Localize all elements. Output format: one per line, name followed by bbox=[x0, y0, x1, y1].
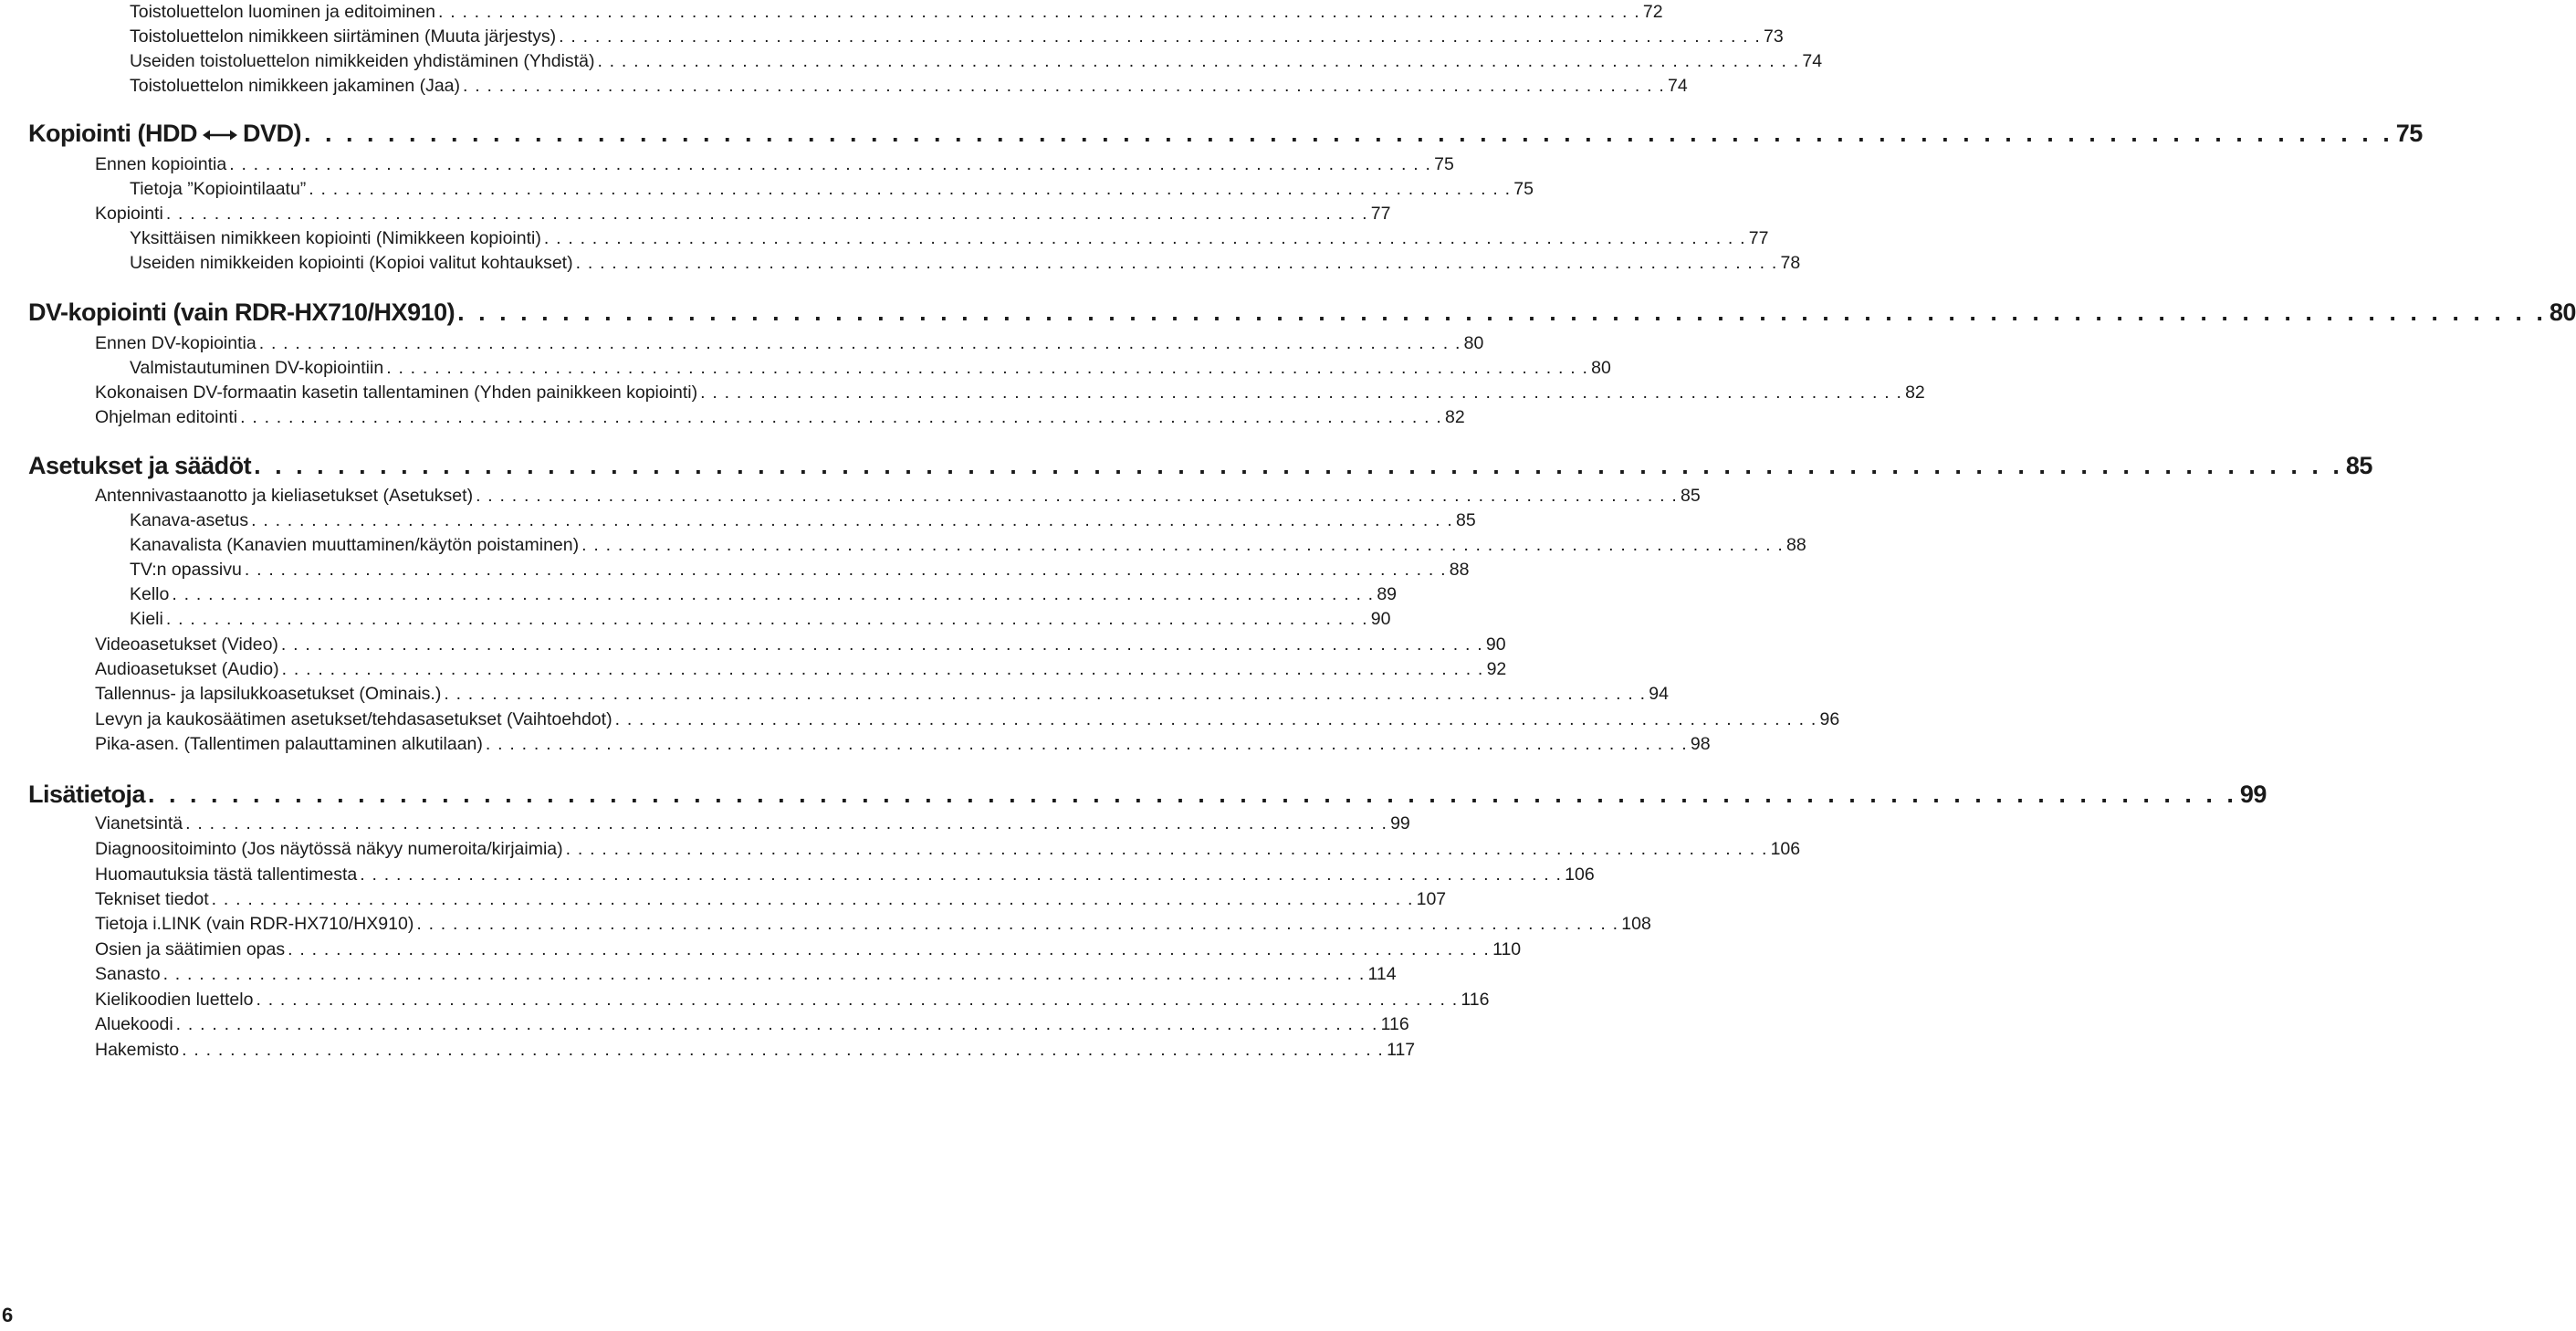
toc-entry-label: Pika-asen. (Tallentimen palauttaminen alkutilaan) bbox=[95, 734, 483, 754]
toc-entry[interactable] bbox=[130, 607, 1391, 631]
toc-entry-label: Kokonaisen DV-formaatin kasetin tallentaminen (Yhden painikkeen kopiointi) bbox=[95, 383, 698, 403]
toc-entry[interactable] bbox=[130, 251, 1801, 275]
toc-entry-label: Valmistautuminen DV-kopiointiin bbox=[130, 358, 384, 378]
toc-entry-page: 75 bbox=[1434, 154, 1454, 174]
toc-entry-page: 88 bbox=[1449, 560, 1470, 580]
dot-leader: . . . . . . . . . . . . . . . . . . . . . . . . . . . . . . . . . . . . . . . . . . . . . . . . . . . . . . . . . . . . . . . . . . . . . . . . . . . . . . . . . . . . . . . . . . . . . . . . . . . . bbox=[165, 204, 1368, 224]
toc-entry-label: Toistoluettelon nimikkeen jakaminen (Jaa) bbox=[130, 76, 461, 96]
dot-leader: . . . . . . . . . . . . . . . . . . . . . . . . . . . . . . . . . . . . . . . . . . . . . . . . . . . . . . . . . . . . . . . . . . . . . . . . . . . . . . . . . . . . . . . . . . . . . . . . . . . . bbox=[256, 990, 1459, 1010]
toc-entry-page: 92 bbox=[1486, 659, 1507, 679]
toc-entry[interactable] bbox=[95, 707, 1840, 731]
dot-leader: . . . . . . . . . . . . . . . . . . . . . . . . . . . . . . . . . . . . . . . . . . . . . . . . . . . . . . . . . . . . . . . . . . . . . . . . . . . . . . . . . . . . . . . . . . . . . . . . . . . . bbox=[258, 333, 1461, 353]
toc-entry-page: 96 bbox=[1819, 709, 1840, 729]
toc-entry-label: Yksittäisen nimikkeen kopiointi (Nimikkeen kopiointi) bbox=[130, 228, 541, 248]
toc-entry-page: 110 bbox=[1492, 939, 1522, 959]
toc-entry[interactable] bbox=[95, 484, 1701, 508]
toc-entry[interactable] bbox=[130, 177, 1534, 201]
toc-entry[interactable] bbox=[130, 0, 1663, 24]
toc-entry-label: Hakemisto bbox=[95, 1040, 180, 1060]
section-heading-copy[interactable] bbox=[28, 115, 2423, 152]
section-heading-info[interactable] bbox=[28, 776, 2267, 812]
dot-leader: . . . . . . . . . . . . . . . . . . . . . . . . . . . . . . . . . . . . . . . . . . . . . . . . . . . . . . . . . . . . . . . . . . . . . . . . . . . . . . . . . . . . . . . . . . . . . . . . . . . . bbox=[240, 407, 1443, 427]
toc-entry-page: 80 bbox=[1591, 358, 1611, 378]
toc-entry-page: 77 bbox=[1748, 228, 1769, 248]
toc-entry-label: Useiden toistoluettelon nimikkeiden yhdistäminen (Yhdistä) bbox=[130, 51, 595, 71]
dot-leader: . . . . . . . . . . . . . . . . . . . . . . . . . . . . . . . . . . . . . . . . . . . . . . . . . . . . . . . . . . . . . . . . . . . . . . . . . . . . . . . . . . . . . . . . . . . . . . . . . . . . bbox=[700, 383, 1903, 403]
section-heading-page: 99 bbox=[2239, 781, 2267, 808]
heading-text-left: Kopiointi (HDD bbox=[28, 120, 197, 147]
toc-entry-label: Huomautuksia tästä tallentimesta bbox=[95, 865, 358, 885]
toc-entry-label: Tietoja ”Kopiointilaatu” bbox=[130, 179, 307, 199]
toc-entry-label: Kopiointi bbox=[95, 204, 163, 224]
section-heading-page: 75 bbox=[2395, 120, 2423, 147]
dot-leader: . . . . . . . . . . . . . . . . . . . . . . . . . . . . . . . . . . . . . . . . . . . . . . . . . . . . . . . . . . . . . . . . . . . . . . . . . . . . . . . . . . . . . . . . . . . . . . . . . . . . bbox=[244, 560, 1447, 580]
toc-entry-label: Audioasetukset (Audio) bbox=[95, 659, 279, 679]
toc-entry[interactable] bbox=[95, 633, 1506, 656]
dot-leader: . . . . . . . . . . . . . . . . . . . . . . . . . . . . . . . . . . . . . . . . . . . . . . . . . . . . . . . . . . . . . . . . . . . . . . . . . . . . . . . . . . . . . . . . . . . . . . . . . . . . bbox=[281, 659, 1484, 679]
toc-entry-label: Tietoja i.LINK (vain RDR-HX710/HX910) bbox=[95, 914, 414, 934]
section-heading-label bbox=[28, 115, 301, 152]
toc-entry-page: 73 bbox=[1764, 26, 1784, 47]
section-heading-label: Asetukset ja säädöt bbox=[28, 452, 252, 479]
dot-leader: . . . . . . . . . . . . . . . . . . . . . . . . . . . . . . . . . . . . . . . . . . . . . . . . . . . . . . . . . . . . . . . . . . . . . . . . . . . . . . . . . . . . . . . . . . . . . . . . . . . . bbox=[185, 813, 1388, 833]
dot-leader: . . . . . . . . . . . . . . . . . . . . . . . . . . . . . . . . . . . . . . . . . . . . . . . . . . . . . . . . . . . . . . . . . . . . . . . . . . . . . . . . . . . . . . . . . . . . . . . . . . . . bbox=[175, 1014, 1378, 1034]
toc-entry[interactable] bbox=[130, 582, 1398, 606]
dot-leader: . . . . . . . . . . . . . . . . . . . . . . . . . . . . . . . . . . . . . . . . . . . . . . . . . . . . . . . . . . . . . . . . . . . . . . . . . . . . . . . . . . . . . . . . . . . . . . . . . . . . bbox=[416, 914, 1619, 934]
section-heading-label: DV-kopiointi (vain RDR-HX710/HX910) bbox=[28, 299, 456, 326]
toc-entry-label: Ennen kopiointia bbox=[95, 154, 227, 174]
toc-entry-page: 107 bbox=[1416, 889, 1447, 909]
toc-entry-label: TV:n opassivu bbox=[130, 560, 242, 580]
dot-leader: . . . . . . . . . . . . . . . . . . . . . . . . . . . . . . . . . . . . . . . . . . . . . . . . . . . . . . . . . . . . . . . . . . . . . . . . . . . . . . . . . . . . . . . . . . . . . . . . . . . . bbox=[437, 2, 1640, 22]
dot-leader: . . . . . . . . . . . . . . . . . . . . . . . . . . . . . . . . . . . . . . . . . . . . . . . . . . . . . . . . . . . . . . . . . . . . . . . . . . . . . . . . . . . . . . . . . . . . . . . . . . . . bbox=[148, 781, 2237, 808]
dot-leader: . . . . . . . . . . . . . . . . . . . . . . . . . . . . . . . . . . . . . . . . . . . . . . . . . . . . . . . . . . . . . . . . . . . . . . . . . . . . . . . . . . . . . . . . . . . . . . . . . . . . bbox=[575, 253, 1778, 273]
toc-entry-page: 72 bbox=[1642, 2, 1663, 22]
toc-entry[interactable] bbox=[130, 533, 1806, 557]
toc-entry-label: Aluekoodi bbox=[95, 1014, 173, 1034]
toc-entry-label: Vianetsintä bbox=[95, 813, 183, 833]
dot-leader: . . . . . . . . . . . . . . . . . . . . . . . . . . . . . . . . . . . . . . . . . . . . . . . . . . . . . . . . . . . . . . . . . . . . . . . . . . . . . . . . . . . . . . . . . . . . . . . . . . . . bbox=[543, 228, 1746, 248]
section-heading-page: 80 bbox=[2549, 299, 2576, 326]
toc-entry-page: 82 bbox=[1445, 407, 1465, 427]
toc-entry[interactable] bbox=[95, 938, 1522, 961]
dot-leader: . . . . . . . . . . . . . . . . . . . . . . . . . . . . . . . . . . . . . . . . . . . . . . . . . . . . . . . . . . . . . . . . . . . . . . . . . . . . . . . . . . . . . . . . . . . . . . . . . . . . bbox=[457, 299, 2547, 326]
double-arrow-icon bbox=[203, 129, 237, 141]
dot-leader: . . . . . . . . . . . . . . . . . . . . . . . . . . . . . . . . . . . . . . . . . . . . . . . . . . . . . . . . . . . . . . . . . . . . . . . . . . . . . . . . . . . . . . . . . . . . . . . . . . . . bbox=[229, 154, 1432, 174]
section-heading-settings[interactable] bbox=[28, 447, 2372, 484]
toc-entry-page: 94 bbox=[1649, 684, 1669, 704]
toc-entry-page: 98 bbox=[1690, 734, 1711, 754]
toc-entry-page: 74 bbox=[1802, 51, 1823, 71]
dot-leader: . . . . . . . . . . . . . . . . . . . . . . . . . . . . . . . . . . . . . . . . . . . . . . . . . . . . . . . . . . . . . . . . . . . . . . . . . . . . . . . . . . . . . . . . . . . . . . . . . . . . bbox=[288, 939, 1491, 959]
toc-entry-page: 77 bbox=[1370, 204, 1391, 224]
toc-entry[interactable] bbox=[95, 962, 1397, 986]
toc-entry[interactable] bbox=[95, 682, 1669, 706]
toc-entry[interactable] bbox=[95, 657, 1507, 681]
toc-entry[interactable] bbox=[95, 887, 1447, 911]
toc-entry[interactable] bbox=[130, 226, 1769, 250]
toc-entry-label: Videoasetukset (Video) bbox=[95, 634, 278, 655]
toc-entry[interactable] bbox=[95, 912, 1651, 936]
toc-entry-label: Kanava-asetus bbox=[130, 510, 249, 530]
toc-entry-page: 74 bbox=[1667, 76, 1688, 96]
toc-entry-page: 88 bbox=[1786, 535, 1806, 555]
toc-entry-label: Kielikoodien luettelo bbox=[95, 990, 254, 1010]
heading-text-right: DVD) bbox=[242, 120, 301, 147]
toc-entry-label: Tallennus- ja lapsilukkoasetukset (Ominais.) bbox=[95, 684, 442, 704]
toc-entry[interactable] bbox=[95, 863, 1595, 886]
dot-leader: . . . . . . . . . . . . . . . . . . . . . . . . . . . . . . . . . . . . . . . . . . . . . . . . . . . . . . . . . . . . . . . . . . . . . . . . . . . . . . . . . . . . . . . . . . . . . . . . . . . . bbox=[386, 358, 1589, 378]
toc-entry[interactable] bbox=[95, 381, 1925, 404]
page-number: 6 bbox=[2, 1304, 14, 1326]
toc-entry-label: Diagnoositoiminto (Jos näytössä näkyy numeroita/kirjaimia) bbox=[95, 839, 563, 859]
toc-entry[interactable] bbox=[130, 49, 1823, 73]
dot-leader: . . . . . . . . . . . . . . . . . . . . . . . . . . . . . . . . . . . . . . . . . . . . . . . . . . . . . . . . . . . . . . . . . . . . . . . . . . . . . . . . . . . . . . . . . . . . . . . . . . . . bbox=[165, 609, 1368, 629]
dot-leader: . . . . . . . . . . . . . . . . . . . . . . . . . . . . . . . . . . . . . . . . . . . . . . . . . . . . . . . . . . . . . . . . . . . . . . . . . . . . . . . . . . . . . . . . . . . . . . . . . . . . bbox=[251, 510, 1454, 530]
toc-entry-label: Kello bbox=[130, 584, 170, 604]
dot-leader: . . . . . . . . . . . . . . . . . . . . . . . . . . . . . . . . . . . . . . . . . . . . . . . . . . . . . . . . . . . . . . . . . . . . . . . . . . . . . . . . . . . . . . . . . . . . . . . . . . . . bbox=[309, 179, 1512, 199]
toc-entry[interactable] bbox=[130, 558, 1470, 582]
toc-entry-page: 106 bbox=[1565, 865, 1595, 885]
toc-entry[interactable] bbox=[95, 988, 1490, 1011]
dot-leader: . . . . . . . . . . . . . . . . . . . . . . . . . . . . . . . . . . . . . . . . . . . . . . . . . . . . . . . . . . . . . . . . . . . . . . . . . . . . . . . . . . . . . . . . . . . . . . . . . . . . bbox=[254, 452, 2343, 479]
toc-entry[interactable] bbox=[95, 732, 1711, 756]
dot-leader: . . . . . . . . . . . . . . . . . . . . . . . . . . . . . . . . . . . . . . . . . . . . . . . . . . . . . . . . . . . . . . . . . . . . . . . . . . . . . . . . . . . . . . . . . . . . . . . . . . . . bbox=[463, 76, 1665, 96]
toc-entry-label: Osien ja säätimien opas bbox=[95, 939, 286, 959]
dot-leader: . . . . . . . . . . . . . . . . . . . . . . . . . . . . . . . . . . . . . . . . . . . . . . . . . . . . . . . . . . . . . . . . . . . . . . . . . . . . . . . . . . . . . . . . . . . . . . . . . . . . bbox=[182, 1040, 1385, 1060]
toc-entry[interactable] bbox=[95, 1012, 1409, 1036]
toc-entry[interactable] bbox=[95, 202, 1391, 225]
section-heading-page: 85 bbox=[2345, 452, 2372, 479]
dot-leader: . . . . . . . . . . . . . . . . . . . . . . . . . . . . . . . . . . . . . . . . . . . . . . . . . . . . . . . . . . . . . . . . . . . . . . . . . . . . . . . . . . . . . . . . . . . . . . . . . . . . bbox=[211, 889, 1414, 909]
toc-entry-page: 85 bbox=[1681, 486, 1701, 506]
toc-entry[interactable] bbox=[130, 74, 1688, 98]
toc-entry[interactable] bbox=[95, 405, 1465, 429]
toc-entry-label: Toistoluettelon nimikkeen siirtäminen (Muuta järjestys) bbox=[130, 26, 557, 47]
toc-entry-label: Antennivastaanotto ja kieliasetukset (Asetukset) bbox=[95, 486, 474, 506]
toc-entry-page: 75 bbox=[1513, 179, 1534, 199]
dot-leader: . . . . . . . . . . . . . . . . . . . . . . . . . . . . . . . . . . . . . . . . . . . . . . . . . . . . . . . . . . . . . . . . . . . . . . . . . . . . . . . . . . . . . . . . . . . . . . . . . . . . bbox=[280, 634, 1483, 655]
toc-entry[interactable] bbox=[130, 508, 1476, 532]
toc-entry-page: 82 bbox=[1905, 383, 1925, 403]
toc-entry-page: 114 bbox=[1367, 964, 1397, 984]
toc-entry-page: 80 bbox=[1463, 333, 1484, 353]
toc-entry[interactable] bbox=[95, 152, 1454, 176]
section-heading-dv[interactable] bbox=[28, 294, 2576, 330]
toc-entry-label: Sanasto bbox=[95, 964, 161, 984]
toc-entry-page: 116 bbox=[1380, 1014, 1409, 1034]
toc-entry[interactable] bbox=[130, 25, 1784, 48]
toc-entry-page: 99 bbox=[1390, 813, 1410, 833]
toc-entry-label: Levyn ja kaukosäätimen asetukset/tehdasasetukset (Vaihtoehdot) bbox=[95, 709, 613, 729]
toc-entry[interactable] bbox=[95, 812, 1410, 835]
dot-leader: . . . . . . . . . . . . . . . . . . . . . . . . . . . . . . . . . . . . . . . . . . . . . . . . . . . . . . . . . . . . . . . . . . . . . . . . . . . . . . . . . . . . . . . . . . . . . . . . . . . . bbox=[581, 535, 1785, 555]
dot-leader: . . . . . . . . . . . . . . . . . . . . . . . . . . . . . . . . . . . . . . . . . . . . . . . . . . . . . . . . . . . . . . . . . . . . . . . . . . . . . . . . . . . . . . . . . . . . . . . . . . . . bbox=[172, 584, 1375, 604]
toc-entry-page: 90 bbox=[1485, 634, 1506, 655]
toc-entry-page: 108 bbox=[1621, 914, 1651, 934]
toc-entry-page: 90 bbox=[1370, 609, 1391, 629]
toc-entry[interactable] bbox=[95, 1038, 1416, 1062]
toc-entry[interactable] bbox=[95, 331, 1484, 355]
toc-entry-label: Useiden nimikkeiden kopiointi (Kopioi valitut kohtaukset) bbox=[130, 253, 573, 273]
toc-entry-label: Kanavalista (Kanavien muuttaminen/käytön poistaminen) bbox=[130, 535, 580, 555]
dot-leader: . . . . . . . . . . . . . . . . . . . . . . . . . . . . . . . . . . . . . . . . . . . . . . . . . . . . . . . . . . . . . . . . . . . . . . . . . . . . . . . . . . . . . . . . . . . . . . . . . . . . bbox=[559, 26, 1762, 47]
section-heading-label: Lisätietoja bbox=[28, 781, 146, 808]
dot-leader: . . . . . . . . . . . . . . . . . . . . . . . . . . . . . . . . . . . . . . . . . . . . . . . . . . . . . . . . . . . . . . . . . . . . . . . . . . . . . . . . . . . . . . . . . . . . . . . . . . . . bbox=[614, 709, 1817, 729]
dot-leader: . . . . . . . . . . . . . . . . . . . . . . . . . . . . . . . . . . . . . . . . . . . . . . . . . . . . . . . . . . . . . . . . . . . . . . . . . . . . . . . . . . . . . . . . . . . . . . . . . . . . bbox=[565, 839, 1768, 859]
toc-entry-page: 106 bbox=[1770, 839, 1801, 859]
toc-entry-label: Kieli bbox=[130, 609, 163, 629]
dot-leader: . . . . . . . . . . . . . . . . . . . . . . . . . . . . . . . . . . . . . . . . . . . . . . . . . . . . . . . . . . . . . . . . . . . . . . . . . . . . . . . . . . . . . . . . . . . . . . . . . . . . bbox=[597, 51, 1800, 71]
dot-leader: . . . . . . . . . . . . . . . . . . . . . . . . . . . . . . . . . . . . . . . . . . . . . . . . . . . . . . . . . . . . . . . . . . . . . . . . . . . . . . . . . . . . . . . . . . . . . . . . . . . . bbox=[303, 120, 2393, 147]
toc-entry[interactable] bbox=[95, 837, 1801, 861]
toc-entry-label: Ennen DV-kopiointia bbox=[95, 333, 257, 353]
toc-entry-page: 78 bbox=[1780, 253, 1801, 273]
dot-leader: . . . . . . . . . . . . . . . . . . . . . . . . . . . . . . . . . . . . . . . . . . . . . . . . . . . . . . . . . . . . . . . . . . . . . . . . . . . . . . . . . . . . . . . . . . . . . . . . . . . . bbox=[162, 964, 1366, 984]
toc-entry-page: 117 bbox=[1387, 1040, 1416, 1060]
dot-leader: . . . . . . . . . . . . . . . . . . . . . . . . . . . . . . . . . . . . . . . . . . . . . . . . . . . . . . . . . . . . . . . . . . . . . . . . . . . . . . . . . . . . . . . . . . . . . . . . . . . . bbox=[360, 865, 1563, 885]
dot-leader: . . . . . . . . . . . . . . . . . . . . . . . . . . . . . . . . . . . . . . . . . . . . . . . . . . . . . . . . . . . . . . . . . . . . . . . . . . . . . . . . . . . . . . . . . . . . . . . . . . . . bbox=[485, 734, 1688, 754]
toc-entry-page: 89 bbox=[1377, 584, 1398, 604]
toc-entry-label: Ohjelman editointi bbox=[95, 407, 238, 427]
toc-entry[interactable] bbox=[130, 356, 1611, 380]
dot-leader: . . . . . . . . . . . . . . . . . . . . . . . . . . . . . . . . . . . . . . . . . . . . . . . . . . . . . . . . . . . . . . . . . . . . . . . . . . . . . . . . . . . . . . . . . . . . . . . . . . . . bbox=[476, 486, 1678, 506]
toc-entry-label: Toistoluettelon luominen ja editoiminen bbox=[130, 2, 435, 22]
toc-entry-label: Tekniset tiedot bbox=[95, 889, 209, 909]
toc-entry-page: 116 bbox=[1461, 990, 1490, 1010]
toc-entry-page: 85 bbox=[1456, 510, 1476, 530]
dot-leader: . . . . . . . . . . . . . . . . . . . . . . . . . . . . . . . . . . . . . . . . . . . . . . . . . . . . . . . . . . . . . . . . . . . . . . . . . . . . . . . . . . . . . . . . . . . . . . . . . . . . bbox=[444, 684, 1647, 704]
